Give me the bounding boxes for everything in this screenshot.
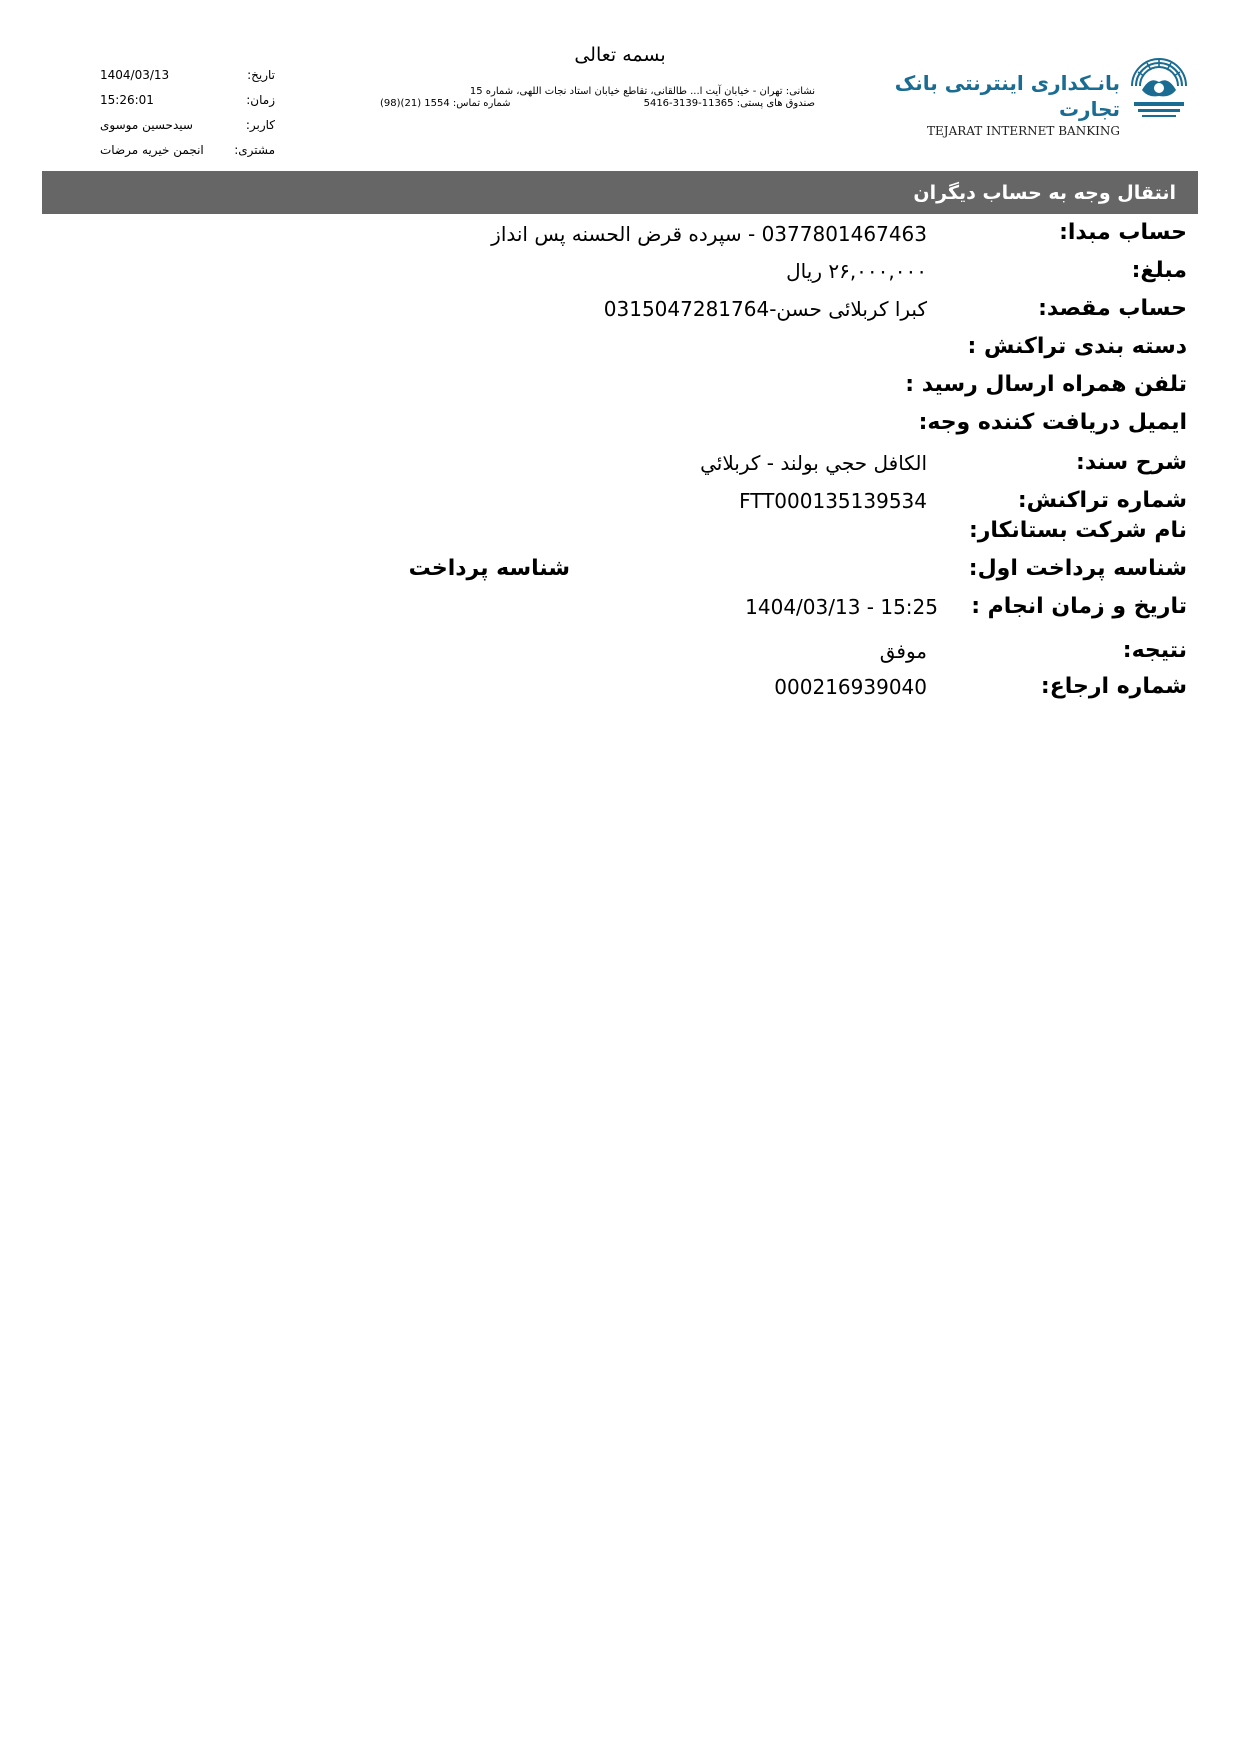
page-title: انتقال وجه به حساب دیگران (913, 181, 1176, 204)
meta-user-value: سیدحسین موسوی (100, 117, 193, 132)
meta-customer-value: انجمن خیریه مرضات (100, 142, 204, 157)
description-label: شرح سند: (1076, 450, 1187, 475)
datetime-value: 1404/03/13 - 15:25 (745, 595, 938, 619)
meta-customer-row (100, 137, 275, 162)
dest-account-label: حساب مقصد: (1038, 296, 1187, 321)
dest-account-value: كبرا كربلائى حسن-0315047281764 (603, 297, 927, 321)
reference-number-label: شماره ارجاع: (1040, 674, 1187, 699)
payment-id-label: شناسه پرداخت اول: (968, 556, 1187, 581)
bismillah-heading: بسمه تعالی (574, 44, 666, 66)
transaction-number-value: FTT000135139534 (739, 489, 927, 513)
result-label: نتیجه: (1122, 638, 1187, 663)
source-account-label: حساب مبدا: (1059, 220, 1187, 245)
result-value: موفق (879, 639, 927, 663)
transaction-number-label: شماره تراکنش: (1017, 488, 1187, 513)
category-label: دسته بندی تراکنش : (967, 334, 1187, 359)
meta-customer-label: مشتری: (234, 142, 275, 157)
datetime-label: تاریخ و زمان انجام : (971, 594, 1187, 619)
postal-box: صندوق های پستی: 11365-3139-5416 (643, 98, 815, 109)
meta-time-row (100, 87, 275, 112)
description-value: الكافل حجي بولند - كربلائي (700, 451, 927, 475)
logo-persian: بانـکداری اینترنتی بانک تجارت (894, 71, 1120, 121)
meta-time-label: زمان: (246, 92, 275, 107)
meta-date-label: تاریخ: (247, 67, 275, 82)
meta-date-row (100, 62, 275, 87)
print-meta (100, 62, 275, 162)
email-label: ایمیل دریافت کننده وجه: (918, 410, 1187, 435)
meta-date-value: 1404/03/13 (100, 67, 170, 82)
address-line: نشانی: تهران - خیابان آیت ا... طالقانی، تقاطع خیابان استاد نجات اللهی، شماره 15 (469, 86, 815, 97)
meta-time-value: 15:26:01 (100, 92, 154, 107)
payment-id-value: شناسه پرداخت (408, 556, 570, 581)
creditor-company-label: نام شرکت بستانکار: (968, 518, 1187, 543)
meta-user-label: کاربر: (245, 117, 275, 132)
page-title-bar (42, 171, 1198, 214)
bank-address (380, 86, 815, 110)
source-account-value: 0377801467463 - سپرده قرض الحسنه پس انداز (491, 222, 927, 246)
reference-number-value: 000216939040 (774, 675, 927, 699)
bank-emblem-icon (1126, 46, 1192, 120)
logo-english: TEJARAT INTERNET BANKING (927, 124, 1120, 138)
bank-logo-text (890, 70, 1120, 138)
meta-user-row (100, 112, 275, 137)
mobile-label: تلفن همراه ارسال رسید : (905, 372, 1187, 397)
phone-number: شماره تماس: 1554 (21)(98) (380, 98, 511, 109)
amount-value: ۲۶,۰۰۰,۰۰۰ ریال (786, 259, 927, 283)
amount-label: مبلغ: (1131, 258, 1187, 283)
